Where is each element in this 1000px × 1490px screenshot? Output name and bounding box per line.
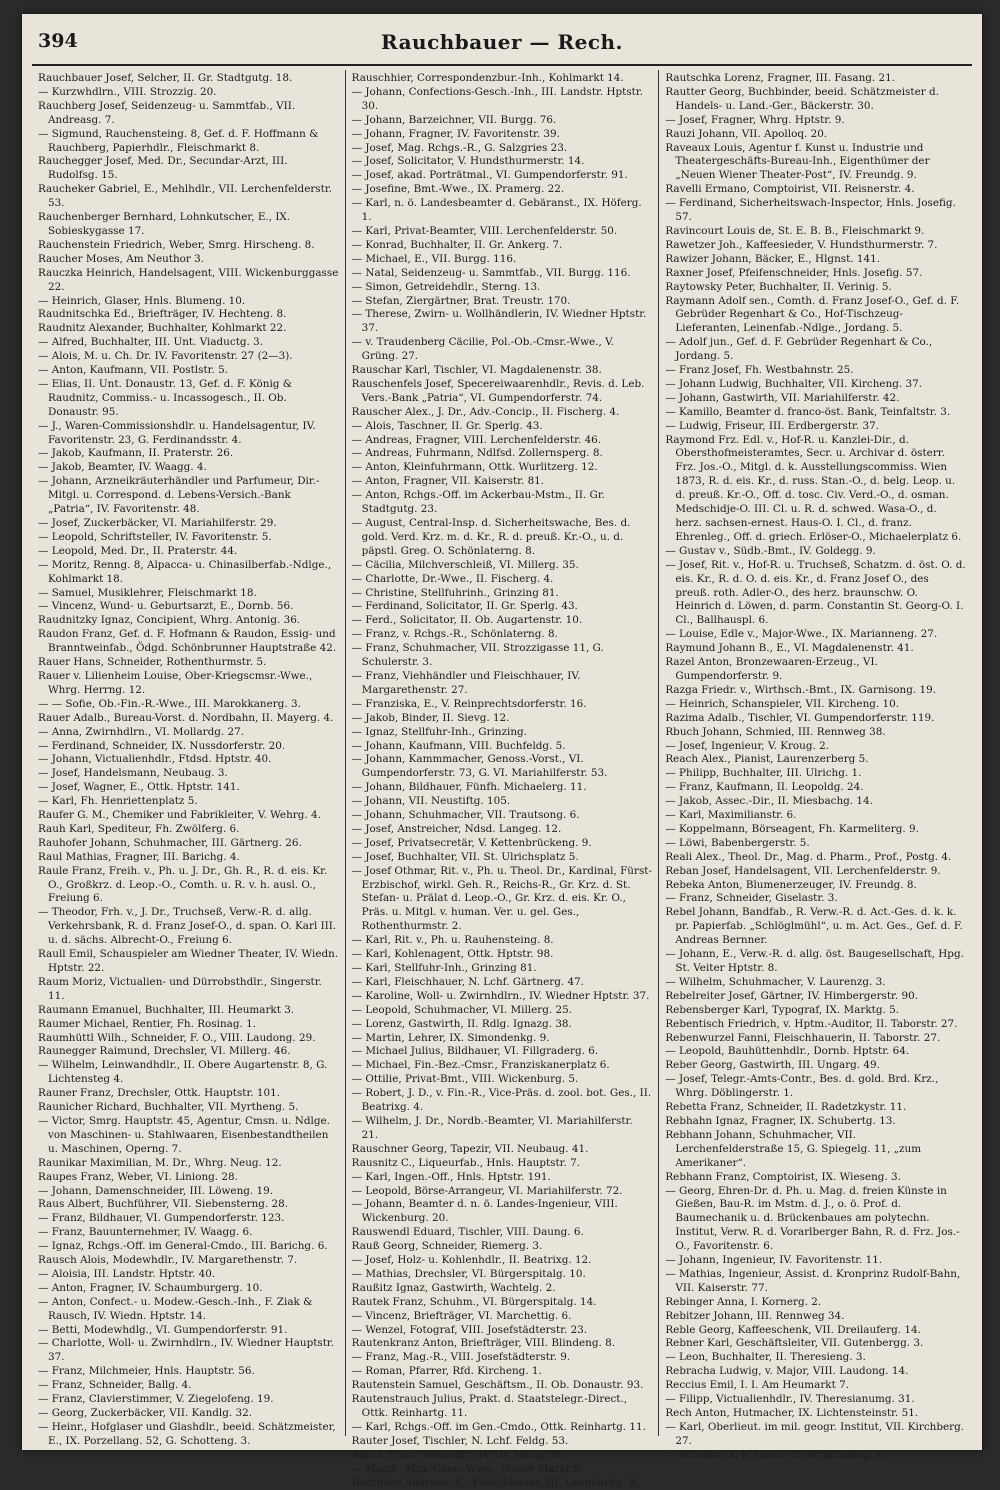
directory-entry: Rauth Ernst, Weinhdlr., IV. Gr. Neug. 36. (351, 1448, 566, 1461)
directory-entry: — Lorenz, Gastwirth, II. Rdlg. Ignazg. 38. (351, 1017, 572, 1030)
directory-entry: — Heinrich, Glaser, Hnls. Blumeng. 10. (38, 294, 246, 307)
directory-entry: Rebenwurzel Fanni, Fleischhauerin, II. Taborstr. 27. (665, 1031, 941, 1044)
directory-entry: Rauswendl Eduard, Tischler, VIII. Daung. 6. (351, 1226, 584, 1239)
directory-entry: — Ferdinand, Sicherheitswach-Inspector, Hnls. Josefig. 57. (665, 197, 956, 224)
directory-entry: — Franz, Viehhändler und Fleischhauer, IV. Margarethenstr. 27. (351, 669, 581, 696)
directory-entry: — Gustav v., Südb.-Bmt., IV. Goldegg. 9. (665, 544, 876, 557)
directory-entry: Rauczka Heinrich, Handelsagent, VIII. Wickenburggasse 22. (38, 266, 339, 293)
directory-entry: — Kurzwhdlrn., VIII. Strozzig. 20. (38, 85, 217, 98)
directory-entry: — Johann, Kammmacher, Genoss.-Vorst., VI. Gumpendorferstr. 73, G. VI. Mariahilferstr. 53. (351, 753, 608, 780)
directory-entry: — Johann, Schuhmacher, VII. Trautsong. 6. (351, 809, 580, 822)
directory-entry: Razima Adalb., Tischler, VI. Gumpendorferstr. 119. (665, 711, 935, 724)
directory-entry: — Josef, Fragner, Whrg. Hptstr. 9. (665, 113, 845, 126)
directory-entry: — Johann, Victualienhdlr., Ftdsd. Hptstr. 40. (38, 753, 272, 766)
directory-entry: — Natal, Seidenzeug- u. Sammtfab., VII. Burgg. 116. (351, 266, 631, 279)
directory-entry: Raus Albert, Buchführer, VII. Siebensterng. 28. (38, 1198, 289, 1211)
directory-entry: Reble Georg, Kaffeeschenk, VII. Dreilauferg. 14. (665, 1323, 921, 1336)
directory-entry: — Alfred, Buchhalter, III. Unt. Viaductg. 3. (38, 336, 264, 349)
directory-entry: Rauschenfels Josef, Specereiwaarenhdlr., Revis. d. Leb. Vers.-Bank „Patria“, VI. Gumpendorferstr. 74. (351, 377, 645, 404)
directory-entry: Raule Franz, Freih. v., Ph. u. J. Dr., Gh. R., R. d. eis. Kr. O., Großkrz. d. Leop.-O., Comth. u. R. v. h. ausl. O., Freiung 6. (38, 864, 328, 905)
directory-entry: Rebeka Anton, Blumenerzeuger, IV. Freundg. 8. (665, 878, 917, 891)
directory-entry: — Jakob, Binder, II. Sievg. 12. (351, 711, 510, 724)
directory-entry: — Johann, E., Verw.-R. d. allg. öst. Baugesellschaft, Hpg. St. Veiter Hptstr. 8. (665, 948, 964, 974)
header-rule (32, 64, 972, 66)
directory-entry: — Andreas, Fragner, VIII. Lerchenfelderstr. 46. (351, 433, 602, 446)
directory-entry: — Johann, Bildhauer, Fünfh. Michaelerg. 11. (351, 781, 587, 794)
directory-entry: — Filipp, Victualienhdlr., IV. Theresianumg. 31. (665, 1393, 915, 1406)
directory-entry: — Heinrich, Schanspieler, VII. Kircheng. 10. (665, 697, 900, 710)
directory-entry: Razel Anton, Bronzewaaren-Erzeug., VI. Gumpendorferstr. 9. (665, 656, 878, 682)
directory-entry: Rautschka Lorenz, Fragner, III. Fasang. 21. (665, 72, 896, 84)
directory-entry: Raveaux Louis, Agentur f. Kunst u. Industrie und Theatergeschäfts-Bureau-Inh., Eigenthümer der „Neuen Wiener Theater-Post“, IV. Freundg. 9. (665, 141, 930, 182)
directory-entry: — Anton, Rchgs.-Off. im Ackerbau-Mstm., II. Gr. Stadtgutg. 23. (351, 489, 605, 516)
directory-entry: Raucheker Gabriel, E., Mehlhdlr., VII. Lerchenfelderstr. 53. (38, 183, 332, 210)
directory-entry: Rauschner Georg, Tapezir, VII. Neubaug. 41. (351, 1142, 589, 1155)
directory-entry: — Josef, akad. Porträtmal., VI. Gumpendorferstr. 91. (351, 169, 628, 182)
directory-entry: — Leopold, Schuhmacher, VI. Millerg. 25. (351, 1003, 573, 1016)
directory-entry: — Josef Othmar, Rit. v., Ph. u. Theol. Dr., Kardinal, Fürst-Erzbischof, wirkl. Geh. R., Reichs-R., Gr. Krz. d. St. Stefan- u. Prälat d. Leop.-O., Gr. Krz. d. eis. Kr. O., Präs. u. Mitgl. v. human. Ver. u. gel. Ges., Rothenthurmstr. 2. (351, 864, 652, 933)
directory-entry: — Franz, Bildhauer, VI. Gumpendorferstr. 123. (38, 1212, 285, 1225)
directory-entry: — Elias, II. Unt. Donaustr. 13, Gef. d. F. König & Raudnitz, Commiss.- u. Incassogesch., II. Ob. Donaustr. 95. (38, 377, 292, 418)
directory-entry: — Jakob, Kaufmann, II. Praterstr. 26. (38, 447, 234, 460)
directory-entry: — Andreas, Fuhrmann, Ndlfsd. Zollernsperg. 8. (351, 447, 603, 460)
directory-entry: — Franz, Milchmeier, Hnls. Hauptstr. 56. (38, 1365, 255, 1378)
directory-entry: Reccius Emil, I. I. Am Heumarkt 7. (665, 1379, 849, 1392)
directory-entry: — Josef, Handelsmann, Neubaug. 3. (38, 767, 228, 780)
directory-entry: — Karl, Maximilianstr. 6. (665, 809, 797, 822)
directory-entry: — Franz, Kaufmann, II. Leopoldg. 24. (665, 781, 864, 794)
directory-entry: Rautenstrauch Julius, Prakt. d. Staatstelegr.-Direct., Ottk. Reinhartg. 11. (351, 1393, 628, 1419)
directory-entry: — Johann, Gastwirth, VII. Mariahilferstr. 42. (665, 391, 900, 404)
directory-entry: — Michael Julius, Bildhauer, VI. Fillgraderg. 6. (351, 1045, 599, 1058)
directory-entry: — Philipp, Buchhalter, III. Ulrichg. 1. (665, 767, 862, 780)
directory-entry: — Sigmund, Rauchensteing. 8, Gef. d. F. Hoffmann & Rauchberg, Papierhdlr., Fleischmarkt 8. (38, 127, 319, 154)
directory-entry: — Leopold, Börse-Arrangeur, VI. Mariahilferstr. 72. (351, 1184, 623, 1197)
directory-entry: — Ferdinand, Solicitator, II. Gr. Sperlg. 43. (351, 600, 578, 613)
directory-entry: — Moritz, Renng. 8, Alpacca- u. Chinasilberfab.-Ndlge., Kohlmarkt 18. (38, 558, 332, 585)
directory-entry: — Michael, Fin.-Bez.-Cmsr., Franziskanerplatz 6. (351, 1059, 610, 1072)
directory-entry: Raymond Frz. Edl. v., Hof-R. u. Kanzlei-Dir., d. Obersthofmeisteramtes, Secr. u. Archivar d. österr. Frz. Jos.-O., Mitgl. d. k. Ausstellungscommiss. Wien 1873, R. d. eis. Kr., d. russ. Stan.-O., d. belg. Leop. u. d. preuß. Kr.-O., Off. d. tosc. Civ. Verd.-O., d. osman. Medschidje-O. III. Cl. u. R. d. schwed. Wasa-O., d. herz. sachsen-ernest. Haus-O. I. Cl., d. franz. Ehrenleg., Off. d. griech. Erlöser-O., Michaelerplatz 6. (665, 433, 962, 543)
page-number: 394 (38, 30, 78, 52)
directory-entry: — Konrad, Buchhalter, II. Gr. Ankerg. 7. (351, 238, 563, 251)
directory-entry: Rauchbauer Josef, Selcher, II. Gr. Stadtgutg. 18. (38, 72, 293, 84)
directory-entry: — Charlotte, Dr.-Wwe., II. Fischerg. 4. (351, 572, 554, 585)
directory-entry: Rauer Hans, Schneider, Rothenthurmstr. 5. (38, 656, 267, 669)
directory-entry: — Franziska, E., V. Reinprechtsdorferstr. 16. (351, 697, 587, 710)
directory-entry: — Franz, Schneider, Giselastr. 3. (665, 892, 838, 905)
directory-entry: — Johann, Confections-Gesch.-Inh., III. Landstr. Hptstr. 30. (351, 85, 643, 112)
directory-entry: Rebel Johann, Bandfab., R. Verw.-R. d. Act.-Ges. d. k. k. pr. Papierfab. „Schlöglmühl“, u. m. Act. Ges., Gef. d. F. Andreas Bernner. (665, 906, 963, 947)
directory-entry: Rauer Adalb., Bureau-Vorst. d. Nordbahn, II. Mayerg. 4. (38, 711, 334, 724)
directory-entry: Rauscher Alex., J. Dr., Adv.-Concip., II. Fischerg. 4. (351, 405, 620, 418)
directory-entry: Rauner Franz, Drechsler, Ottk. Hauptstr. 101. (38, 1087, 281, 1100)
directory-entry: — Therese, Zwirn- u. Wollhändlerin, IV. Wiedner Hptstr. 37. (351, 308, 647, 335)
directory-entry: — Leon, Buchhalter, II. Theresieng. 3. (665, 1351, 866, 1364)
directory-entry: Raum Moriz, Victualien- und Dürrobsthdlr., Singerstr. 11. (38, 975, 322, 1002)
directory-entry: — Christine, Stellfuhrinh., Grinzing 81. (351, 586, 559, 599)
directory-entry: Rauchberg Josef, Seidenzeug- u. Sammtfab., VII. Andreasg. 7. (38, 99, 296, 126)
directory-entry: Raunegger Raimund, Drechsler, VI. Millerg. 46. (38, 1045, 291, 1058)
directory-entry: — Wilhelm, Leinwandhdlr., II. Obere Augartenstr. 8, G. Lichtensteg 4. (38, 1059, 328, 1086)
directory-entry: Ravelli Ermano, Comptoirist, VII. Reisnerstr. 4. (665, 183, 915, 196)
directory-entry: Raupes Franz, Weber, VI. Liniong. 28. (38, 1170, 238, 1183)
directory-entry: — Leopold, Med. Dr., II. Praterstr. 44. (38, 544, 238, 557)
directory-entry: Rauchenstein Friedrich, Weber, Smrg. Hirscheng. 8. (38, 238, 315, 251)
page-header (32, 30, 972, 60)
directory-entry: Rausnitz C., Liqueurfab., Hnls. Hauptstr. 7. (351, 1156, 581, 1169)
columns (32, 70, 972, 1489)
directory-entry: Reber Georg, Gastwirth, III. Ungarg. 49. (665, 1059, 880, 1072)
directory-entry: Rauchenberger Bernhard, Lohnkutscher, E., IX. Sobieskygasse 17. (38, 211, 291, 237)
directory-entry: Rautter Georg, Buchbinder, beeid. Schätzmeister d. Handels- u. Land.-Ger., Bäckerstr. 30. (665, 85, 939, 112)
directory-entry: — Anton, Fragner, VII. Kaiserstr. 81. (351, 475, 545, 488)
directory-entry: — Ferdinand, Schneider, IX. Nussdorferstr. 20. (38, 739, 286, 752)
directory-entry: Rautenstein Samuel, Geschäftsm., II. Ob. Donaustr. 93. (351, 1379, 644, 1392)
directory-entry: Raudnitz Alexander, Buchhalter, Kohlmarkt 22. (38, 322, 287, 335)
directory-entry: Rauthner Andreas, E., Fleischhauer, III. Leonhardg. 9. (351, 1476, 639, 1489)
directory-entry: — Johann, VII. Neustiftg. 105. (351, 795, 511, 808)
directory-entry: — Heinr., Hofglaser und Glashdlr., beeid. Schätzmeister, E., IX. Porzellang. 52, G. Schotteng. 3. (38, 1420, 336, 1447)
directory-entry: — Betti, Modewhdlg., VI. Gumpendorferstr. 91. (38, 1323, 288, 1336)
directory-entry: — Karl, Rit. v., Ph. u. Rauhensteing. 8. (351, 934, 554, 947)
directory-entry: — Franz, Mag.-R., VIII. Josefstädterstr. 9. (351, 1351, 571, 1364)
directory-entry: Rauschhier, Correspondenzbur.-Inh., Kohlmarkt 14. (351, 72, 624, 84)
directory-entry: — Franz, Schuhmacher, VII. Strozzigasse 11, G. Schulerstr. 3. (351, 642, 604, 669)
directory-entry: — Louise, Edle v., Major-Wwe., IX. Marianneng. 27. (665, 628, 938, 641)
directory-entry: Rebracha Ludwig, v. Major, VIII. Laudong. 14. (665, 1365, 909, 1378)
directory-entry: Raunikar Maximilian, M. Dr., Whrg. Neug. 12. (38, 1156, 282, 1169)
directory-entry: — Anton, Fragner, IV. Schaumburgerg. 10. (38, 1281, 263, 1294)
directory-entry: — Kamillo, Beamter d. franco-öst. Bank, Teinfaltstr. 3. (665, 405, 951, 418)
directory-entry: — Martin, Lehrer, IX. Simondenkg. 9. (351, 1031, 550, 1044)
directory-entry: — Wilhelm, Schuhmacher, V. Laurenzg. 3. (665, 975, 886, 988)
directory-entry: Raumer Michael, Rentier, Fh. Rosinag. 1. (38, 1017, 257, 1030)
directory-entry: Reach Alex., Pianist, Laurenzerberg 5. (665, 753, 869, 766)
directory-entry: — — Sofie, Ob.-Fin.-R.-Wwe., III. Marokkanerg. 3. (38, 697, 301, 710)
directory-entry: — Karl, Fh. Henriettenplatz 5. (38, 795, 198, 808)
directory-entry: — Leopold, Schriftsteller, IV. Favoritenstr. 5. (38, 530, 272, 543)
directory-entry: Rausch Alois, Modewhdlr., IV. Margarethenstr. 7. (38, 1254, 298, 1267)
directory-entry: — Josef, Mag. Rchgs.-R., G. Salzgries 23. (351, 141, 568, 154)
directory-entry: — Johann Ludwig, Buchhalter, VII. Kircheng. 37. (665, 377, 923, 390)
directory-entry: Rauh Karl, Spediteur, Fh. Zwölferg. 6. (38, 822, 240, 835)
directory-entry: Raumann Emanuel, Buchhalter, III. Heumarkt 3. (38, 1003, 295, 1016)
directory-entry: Rauchegger Josef, Med. Dr., Secundar-Arzt, III. Rudolfsg. 15. (38, 155, 288, 182)
directory-entry: Reban Josef, Handelsagent, VII. Lerchenfelderstr. 9. (665, 864, 941, 877)
directory-entry: — Mathias, Ingenieur, Assist. d. Kronprinz Rudolf-Bahn, VII. Kaiserstr. 77. (665, 1267, 961, 1294)
directory-entry: — Johann, Arzneikräuterhändler und Parfumeur, Dir.-Mitgl. u. Correspond. d. Lebens-Versich.-Bank „Patria“, IV. Favoritenstr. 48. (38, 475, 320, 516)
directory-entry: Rebhann Franz, Comptoirist, IX. Wieseng. 3. (665, 1170, 901, 1183)
directory-entry: — Anna, Zwirnhdlrn., VI. Mollardg. 27. (38, 725, 245, 738)
directory-entry: — Franz, Clavierstimmer, V. Ziegelofeng. 19. (38, 1393, 274, 1406)
directory-entry: — Vincenz, Briefträger, VI. Marchettig. 6. (351, 1309, 572, 1322)
directory-entry: — Franz Josef, Fh. Westbahnstr. 25. (665, 364, 854, 377)
directory-entry: — J., Waren-Commissionshdlr. u. Handelsagentur, IV. Favoritenstr. 23, G. Ferdinandsstr. 4. (38, 419, 316, 446)
directory-entry: — Koppelmann, Börseagent, Fh. Karmeliterg. 9. (665, 822, 919, 835)
directory-entry: — Cäcilia, Milchverschleiß, VI. Millerg. 35. (351, 558, 579, 571)
directory-entry: Raxner Josef, Pfeifenschneider, Hnls. Josefig. 57. (665, 266, 923, 279)
directory-entry: Raymann Adolf sen., Comth. d. Franz Josef-O., Gef. d. F. Gebrüder Regenhart & Co., Hof-Tischzeug-Lieferanten, Leinenfab.-Ndlge., Jordang. 5. (665, 294, 960, 335)
directory-entry: — Josef, Rit. v., Hof-R. u. Truchseß, Schatzm. d. öst. O. d. eis. Kr., R. d. O. d. eis. Kr., d. Franz Josef O., des preuß. roth. Adler-O., des herz. braunschw. O. Heinrich d. Löwen, d. parm. Constantin St. Georg-O. I. Cl., Ballhauspl. 6. (665, 558, 966, 627)
directory-entry: Rebetta Franz, Schneider, II. Radetzkystr. 11. (665, 1101, 907, 1114)
directory-entry: — August, Central-Insp. d. Sicherheitswache, Bes. d. gold. Verd. Krz. m. d. Kr., R. d. preuß. Kr.-O., u. d. päpstl. Greg. O. Schönlaterng. 8. (351, 517, 631, 557)
directory-entry: — Karl, n. ö. Landesbeamter d. Gebäranst., IX. Höferg. 1. (351, 197, 642, 224)
directory-entry: Rbuch Johann, Schmied, III. Rennweg 38. (665, 725, 886, 738)
directory-entry: — Josef, Zuckerbäcker, VI. Mariahilferstr. 29. (38, 517, 277, 529)
directory-entry: — Josef, Holz- u. Kohlenhdlr., II. Beatrixg. 12. (351, 1254, 592, 1267)
directory-entry: — Simon, Getreidehdlr., Sterng. 13. (351, 280, 541, 293)
directory-entry: — Johann, Barzeichner, VII. Burgg. 76. (351, 113, 557, 126)
directory-page (22, 14, 982, 1489)
directory-entry: — Karl, Rchgs.-Off. im Gen.-Cmdo., Ottk. Reinhartg. 11. (351, 1420, 646, 1433)
directory-entry: — Ignaz, Stellfuhr-Inh., Grinzing. (351, 725, 528, 738)
directory-entry: — v. Traudenberg Cäcilie, Pol.-Ob.-Cmsr.-Wwe., V. Grüng. 27. (351, 336, 615, 363)
directory-entry: — Anton, Kaufmann, VII. Postlstr. 5. (38, 364, 228, 377)
directory-entry: Rech Anton, Hutmacher, IX. Lichtensteinstr. 51. (665, 1407, 919, 1419)
directory-entry: — Josef, Ingenieur, V. Kroug. 2. (665, 739, 830, 752)
directory-entry: — Jakob, Beamter, IV. Waagg. 4. (38, 461, 207, 474)
directory-entry: — Anton, Confect.- u. Modew.-Gesch.-Inh., F. Ziak & Rausch, IV. Wiedn. Hptstr. 14. (38, 1295, 313, 1322)
directory-entry: — Johann, Fragner, IV. Favoritenstr. 39. (351, 127, 560, 140)
directory-entry: — Wilhelm, J. Dr., Nordb.-Beamter, VI. Mariahilferstr. 21. (351, 1114, 633, 1141)
directory-entry: — Ottilie, Privat-Bmt., VIII. Wickenburg. 5. (351, 1073, 579, 1086)
directory-entry: — Löwi, Babenbergerstr. 5. (665, 836, 810, 849)
directory-entry: — Josef, Privatsecretär, V. Kettenbrückeng. 9. (351, 836, 592, 849)
directory-entry: Rauzi Johann, VII. Apolloq. 20. (665, 127, 828, 140)
directory-entry: — Theodor, Frh. v., J. Dr., Truchseß, Verw.-R. d. allg. Verkehrsbank, R. d. Franz Josef-O., d. span. O. Karl III. u. d. sächs. Albrecht-O., Freiung 6. (38, 906, 337, 947)
directory-entry: Raudnitzky Ignaz, Concipient, Whrg. Antonig. 36. (38, 614, 301, 627)
directory-entry: — Mathias, Drechsler, VI. Bürgerspitalg. 10. (351, 1267, 586, 1280)
directory-entry: — Samuel, Musiklehrer, Fleischmarkt 18. (38, 586, 257, 599)
directory-entry: Razga Friedr. v., Wirthsch.-Bmt., IX. Garnisong. 19. (665, 683, 937, 696)
directory-entry: Rebinger Anna, I. Kornerg. 2. (665, 1295, 822, 1308)
directory-entry: — Georg, Ehren-Dr. d. Ph. u. Mag. d. freien Künste in Gießen, Bau-R. im Mstm. d. J., o. ö. Prof. d. Baumechanik u. d. Brückenbaues am polytechn. Institut, Verw. R. d. Vorarlberger Bahn, R. d. Frz. Jos.-O., Favoritenstr. 6. (665, 1184, 960, 1253)
directory-entry: — Franz, v. Rchgs.-R., Schönlaterng. 8. (351, 628, 558, 641)
directory-entry: Rebner Karl, Geschäftsleiter, VII. Gutenbergg. 3. (665, 1337, 924, 1350)
directory-entry: — Josef, Anstreicher, Ndsd. Langeg. 12. (351, 822, 562, 835)
directory-entry: — Roman, Pfarrer, Rfd. Kircheng. 1. (351, 1365, 542, 1378)
directory-entry: — Aloisia, III. Landstr. Hptstr. 40. (38, 1267, 216, 1280)
directory-entry: Raul Mathias, Fragner, III. Barichg. 4. (38, 850, 240, 863)
directory-entry: — Johann, Ingenieur, IV. Favoritenstr. 11. (665, 1254, 883, 1267)
directory-entry: Rawizer Johann, Bäcker, E., Hlgnst. 141. (665, 252, 881, 265)
directory-entry: — Ludwig, Friseur, III. Erdbergerstr. 37. (665, 419, 879, 432)
directory-entry: — Leopold, Bauhüttenhdlr., Dornb. Hptstr. 64. (665, 1045, 910, 1058)
running-head: Rauchbauer — Rech. (381, 30, 623, 54)
directory-entry: — Vincenz, Wund- u. Geburtsarzt, E., Dornb. 56. (38, 600, 294, 613)
directory-entry: — Franz, Schneider, Ballg. 4. (38, 1379, 192, 1392)
column-2 (345, 70, 659, 1489)
directory-entry: Raymund Johann B., E., VI. Magdalenenstr. 41. (665, 642, 914, 655)
directory-entry: Rebentisch Friedrich, v. Hptm.-Auditor, II. Taborstr. 27. (665, 1017, 958, 1030)
directory-entry: — Robert, J. D., v. Fin.-R., Vice-Präs. d. zool. bot. Ges., II. Beatrixg. 4. (351, 1087, 652, 1114)
directory-entry: — Johann, Damenschneider, III. Löweng. 19. (38, 1184, 274, 1197)
directory-entry: — Wenzel, Fotograf, VIII. Josefstädterstr. 23. (351, 1323, 588, 1336)
directory-entry: Rebhann Johann, Schuhmacher, VII. Lerchenfelderstraße 15, G. Spiegelg. 11, „zum Amerikaner“. (665, 1128, 922, 1169)
directory-entry: — Karl, Fleischhauer, N. Lchf. Gärtnerg. 47. (351, 975, 584, 988)
directory-entry: Rebitzer Johann, III. Rennweg 34. (665, 1309, 845, 1322)
directory-entry: — Adolf jun., Gef. d. F. Gebrüder Regenhart & Co., Jordang. 5. (665, 336, 933, 363)
directory-entry: — Charlotte, Woll- u. Zwirnhdlrn., IV. Wiedner Hauptstr. 37. (38, 1337, 335, 1364)
directory-entry: — Johann, Kaufmann, VIII. Buchfeldg. 5. (351, 739, 566, 752)
directory-entry: — Josef, Wagner, E., Ottk. Hptstr. 141. (38, 781, 240, 794)
directory-entry: Rautek Franz, Schuhm., VI. Bürgerspitalg. 14. (351, 1295, 597, 1308)
directory-entry: — Josef, Solicitator, V. Hundsthurmerstr. 14. (351, 155, 585, 168)
directory-entry: Rebelreiter Josef, Gärtner, IV. Himbergerstr. 90. (665, 989, 918, 1002)
directory-entry: Raucher Moses, Am Neuthor 3. (38, 252, 205, 265)
directory-entry: — Ignaz, Rchgs.-Off. im General-Cmdo., III. Barichg. 6. (38, 1240, 328, 1253)
directory-entry: Raunicher Richard, Buchhalter, VII. Myrtheng. 5. (38, 1101, 299, 1114)
directory-entry: Raudnitschka Ed., Briefträger, IV. Hechteng. 8. (38, 308, 287, 321)
directory-entry: — Alois, M. u. Ch. Dr. IV. Favoritenstr. 27 (2—3). (38, 350, 293, 363)
directory-entry: — Karl, Oberlieut. im mil. geogr. Institut, VII. Kirchberg. 27. (665, 1420, 965, 1447)
directory-entry: — Stefan, Ziergärtner, Brat. Treustr. 170. (351, 294, 571, 307)
directory-entry: — Alois, Taschner, II. Gr. Sperlg. 43. (351, 419, 543, 432)
directory-entry: — Karl, Kohlenagent, Ottk. Hptstr. 98. (351, 948, 554, 961)
directory-entry: Reali Alex., Theol. Dr., Mag. d. Pharm., Prof., Postg. 4. (665, 850, 952, 863)
directory-entry: — Johann, Beamter d. n. ö. Landes-Ingenieur, VIII. Wickenburg. 20. (351, 1198, 618, 1225)
directory-entry: Rauer v. Lilienheim Louise, Ober-Kriegscmsr.-Wwe., Whrg. Herrng. 12. (38, 669, 313, 696)
directory-entry: — Georg, Zuckerbäcker, VII. Kandlg. 32. (38, 1407, 253, 1419)
directory-entry: — Karl, Privat-Beamter, VIII. Lerchenfelderstr. 50. (351, 224, 618, 237)
directory-entry: Raufer G. M., Chemiker und Fabrikleiter, V. Wehrg. 4. (38, 809, 321, 822)
directory-entry: — Karl, Stellfuhr-Inh., Grinzing 81. (351, 962, 537, 974)
directory-entry: — Josef, Buchhalter, VII. St. Ulrichsplatz 5. (351, 850, 579, 863)
directory-entry: — Josef, Telegr.-Amts-Contr., Bes. d. gold. Brd. Krz., Whrg. Döblingerstr. 1. (665, 1073, 939, 1100)
column-1 (32, 70, 345, 1447)
directory-entry: Ravincourt Louis de, St. E. B. B., Fleischmarkt 9. (665, 224, 925, 237)
directory-entry: — Anton, Kleinfuhrmann, Ottk. Wurlitzerg. 12. (351, 461, 598, 474)
directory-entry: Raudon Franz, Gef. d. F. Hofmann & Raudon, Essig- und Branntweinfab., Ödgd. Schönbrunner Hauptstraße 42. (38, 628, 337, 655)
directory-entry: — Karl, Ingen.-Off., Hnls. Hptstr. 191. (351, 1170, 551, 1183)
directory-entry: Rauter Josef, Tischler, N. Lchf. Feldg. 53. (351, 1434, 569, 1447)
column-3 (658, 70, 972, 1461)
directory-entry: Rauhofer Johann, Schuhmacher, III. Gärtnerg. 26. (38, 836, 302, 849)
directory-entry: — Jakob, Assec.-Dir., II. Miesbachg. 14. (665, 795, 873, 808)
directory-entry: — Ferd., Solicitator, II. Ob. Augartenstr. 10. (351, 614, 583, 627)
directory-entry: Rawetzer Joh., Kaffeesieder, V. Hundsthurmerstr. 7. (665, 238, 938, 251)
directory-entry: — Wilhelm, k. k. Lieut., II. Schiffamtsg. 4. (665, 1448, 886, 1461)
directory-entry: Rebensberger Karl, Typograf, IX. Marktg. 5. (665, 1003, 899, 1016)
directory-entry: Raull Emil, Schauspieler am Wiedner Theater, IV. Wiedn. Hptstr. 22. (38, 948, 339, 974)
directory-entry: Rautenkranz Anton, Briefträger, VIII. Blindeng. 8. (351, 1337, 616, 1350)
directory-entry: — Josefine, Bmt.-Wwe., IX. Pramerg. 22. (351, 183, 565, 196)
directory-entry: — Magd., Min.-Conc.-Wwe., Neuer Markt 9. (351, 1462, 584, 1475)
directory-entry: Rebhahn Ignaz, Fragner, IX. Schubertg. 13. (665, 1114, 896, 1127)
directory-entry: — Franz, Bauunternehmer, IV. Waagg. 6. (38, 1226, 253, 1239)
directory-entry: Rauschar Karl, Tischler, VI. Magdalenenstr. 38. (351, 364, 602, 377)
directory-entry: Raußitz Ignaz, Gastwirth, Wachtelg. 2. (351, 1281, 556, 1294)
directory-entry: Raumhüttl Wilh., Schneider, F. O., VIII. Laudong. 29. (38, 1031, 316, 1044)
directory-entry: Raytowsky Peter, Buchhalter, II. Verinig. 5. (665, 280, 892, 293)
directory-entry: — Karoline, Woll- u. Zwirnhdlrn., IV. Wiedner Hptstr. 37. (351, 989, 650, 1002)
directory-entry: — Victor, Smrg. Hauptstr. 45, Agentur, Cmsn. u. Ndlge. von Maschinen- u. Stahlwaaren, Eisenbestandtheilen u. Maschinen, Operng. 7. (38, 1114, 330, 1155)
directory-entry: — Michael, E., VII. Burgg. 116. (351, 252, 517, 265)
directory-entry: Rauß Georg, Schneider, Riemerg. 3. (351, 1240, 543, 1253)
